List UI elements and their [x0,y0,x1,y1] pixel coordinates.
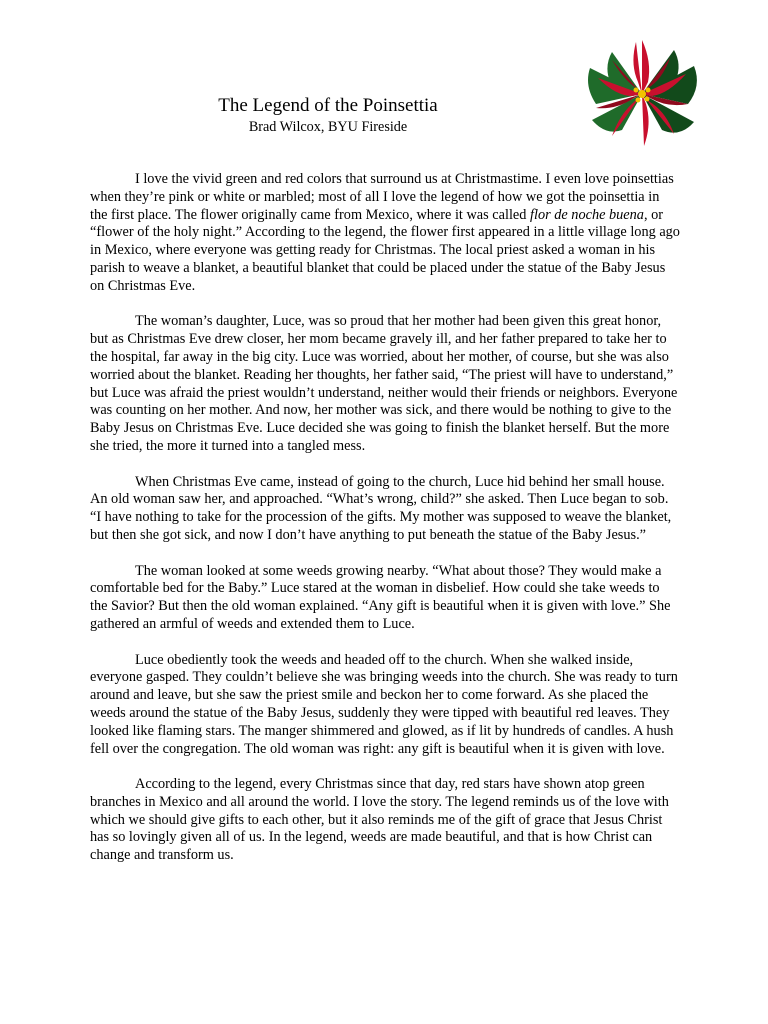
spanish-name: flor de noche buena [530,206,644,223]
document-title: The Legend of the Poinsettia [218,95,438,116]
paragraph-4: The woman looked at some weeds growing nearby. “What about those? They would make a comfortable bed for the Baby.” Luce stared at the woman in disbelief. How could she take weeds to the Savior? But then the old woman explained. “Any gift is beautiful when it is given with love.” She gathered an armful of weeds and extended them to Luce. [90,562,671,632]
paragraph-3: When Christmas Eve came, instead of going to the church, Luce hid behind her small house. An old woman saw her, and approached. “What’s wrong, child?” she asked. Then Luce began to sob. “I have nothing to take for the procession of the gifts. My mother was supposed to weave the blanket, but then she got sick, and now I don’t have anything to put beneath the statue of the Baby Jesus.” [90,473,672,543]
document-body [90,171,680,865]
paragraph-6: According to the legend, every Christmas since that day, red stars have shown atop green branches in Mexico and all around the world. I love the story. The legend reminds us of the love with which we should give gifts to each other, but it also reminds me of the gift of grace that Jesus Christ has so lovingly given all of us. In the legend, weeds are made beautiful, and that is how Christ can change and transform us. [90,776,669,864]
poinsettia-flower-icon [582,38,702,150]
document-author: Brad Wilcox, BYU Fireside [248,119,408,135]
paragraph-5: Luce obediently took the weeds and headed off to the church. When she walked inside, everyone gasped. They couldn’t believe she was bringing weeds into the church. She was ready to turn around and leave, but she saw the priest smile and beckon her to come forward. As she placed the weeds around the statue of the Baby Jesus, suddenly they were tipped with beautiful red leaves. They looked like flaming stars. The manger shimmered and glowed, as if lit by hundreds of candles. A hush fell over the congregation. The old woman was right: any gift is beautiful when it is given with love. [90,651,678,757]
paragraph-1: I love the vivid green and red colors that surround us at Christmastime. I even love poinsettias when they’re pink or white or marbled; most of all I love the legend of how we got the poinsettia in the first place. The flower originally came from Mexico, where it was called flor de noche buena, or “flower of the holy night.” According to the legend, the flower first appeared in a little village long ago in Mexico, where everyone was getting ready for Christmas. The local priest asked a woman in his parish to weave a blanket, a beautiful blanket that could be placed under the statue of the Baby Jesus on Christmas Eve. [90,171,680,294]
paragraph-2: The woman’s daughter, Luce, was so proud that her mother had been given this great honor, but as Christmas Eve drew closer, her mom became gravely ill, and her father prepared to take her to the hospital, far away in the big city. Luce was worried, about her mother, of course, but she was also worried about the blanket. Reading her thoughts, her father said, “The priest will have to understand,” but Luce was afraid the priest wouldn’t understand, neither would their friends or neighbors. Everyone was counting on her mother. And now, her mother was sick, and there would be nothing to give to the Baby Jesus on Christmas Eve. Luce decided she was going to finish the blanket herself. But the more she tried, the more it turned into a tangled mess. [90,313,678,454]
